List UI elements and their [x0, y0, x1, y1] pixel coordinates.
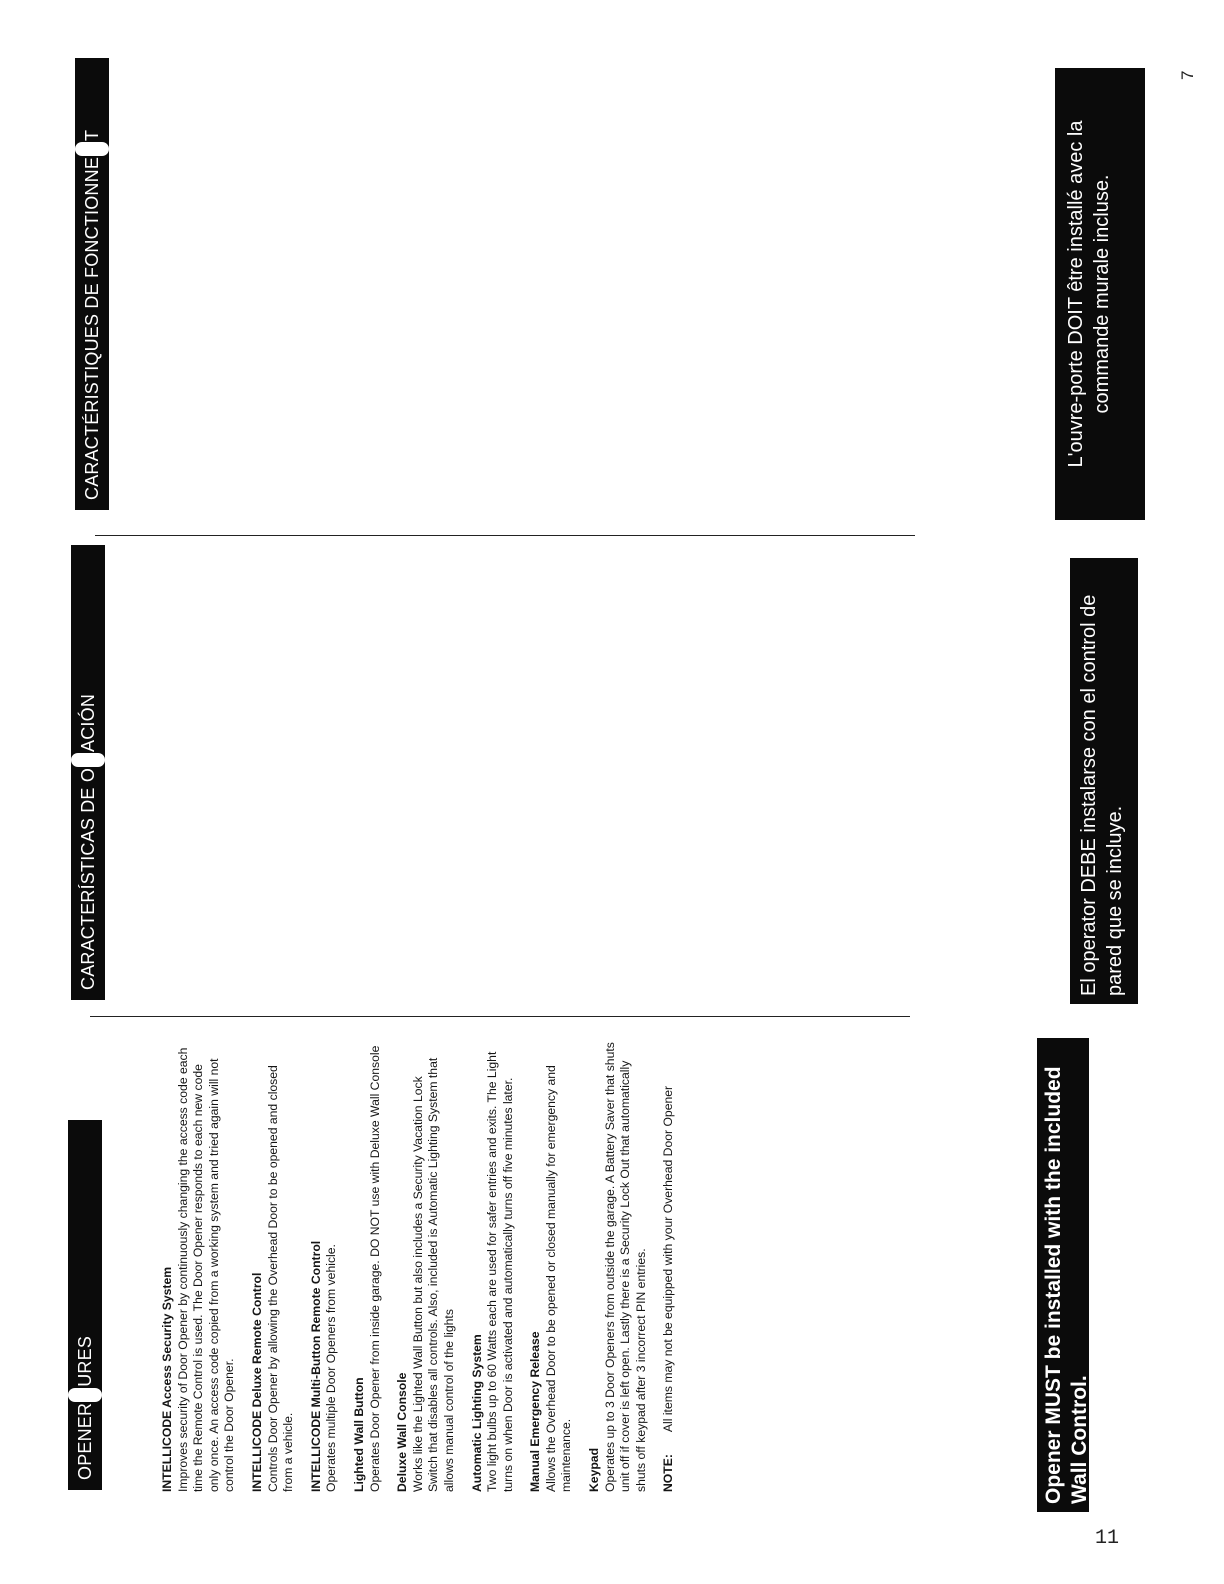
english-banner-title: OPENERURES	[75, 1326, 95, 1490]
spanish-callout	[1070, 558, 1138, 1004]
french-callout	[1055, 68, 1145, 520]
feature-title: INTELLICODE Multi-Button Remote Control	[308, 1240, 323, 1492]
feature-description: Improves security of Door Opener by continuously changing the access code each time the Remote Control is used. The Door Opener responds to each new code only once. An access code copied from a working system and tried again will not control the Door Opener.	[175, 1047, 237, 1492]
english-callout-text: Opener MUST be installed with the included Wall Control.	[1042, 1066, 1091, 1504]
feature-item	[587, 1040, 649, 1492]
spanish-banner-title: CARACTERÍSTICAS DE OACIÓN	[78, 684, 98, 1000]
feature-title: INTELLICODE Deluxe Remote Control	[249, 1272, 264, 1492]
feature-description: Operates up to 3 Door Openers from outside the garage. A Battery Saver that shuts unit off if cover is left open. Lastly there is a Security Lock Out that automatically shuts off keypad after 3 incorrect PIN entries.	[602, 1042, 648, 1492]
feature-title: Deluxe Wall Console	[395, 1372, 410, 1492]
page-number-top: 7	[1178, 70, 1197, 80]
note-label: NOTE:	[661, 1454, 676, 1492]
feature-title: Lighted Wall Button	[351, 1377, 366, 1492]
section-divider	[95, 535, 915, 536]
feature-item	[352, 1040, 383, 1492]
feature-title: Keypad	[587, 1447, 602, 1492]
binder-hole	[71, 753, 105, 767]
feature-item	[160, 1040, 238, 1492]
feature-item	[309, 1040, 340, 1492]
binder-hole	[75, 142, 109, 156]
feature-description: Operates Door Opener from inside garage. DO NOT use with Deluxe Wall Console	[367, 1045, 382, 1492]
note	[661, 1040, 677, 1492]
feature-title: Automatic Lighting System	[469, 1334, 484, 1492]
french-callout-text: L'ouvre-porte DOIT être installé avec la commande murale incluse.	[1065, 120, 1113, 468]
feature-description: Two light bulbs up to 60 Watts each are used for safer entries and exits. The Light turns on when Door is activated and automatically turns off five minutes later.	[485, 1051, 515, 1492]
page-number-bottom: 11	[1095, 1527, 1120, 1550]
note-text: All items may not be equipped with your Overhead Door Opener	[661, 1085, 676, 1433]
feature-description: Operates multiple Door Openers from vehicle.	[324, 1244, 339, 1492]
feature-item	[470, 1040, 517, 1492]
feature-description: Allows the Overhead Door to be opened or closed manually for emergency and maintenance.	[543, 1065, 574, 1492]
spanish-callout-text: El operator DEBE instalarse con el control de pared que se incluye.	[1078, 594, 1126, 996]
english-banner	[68, 1120, 102, 1490]
feature-item	[528, 1040, 575, 1492]
english-feature-list	[160, 1040, 900, 1492]
binder-hole	[68, 1388, 102, 1402]
english-callout	[1037, 1038, 1089, 1512]
feature-title: INTELLICODE Access Security System	[160, 1266, 174, 1492]
section-divider	[90, 1016, 910, 1017]
feature-item	[395, 1040, 457, 1492]
french-banner-title: CARACTÉRISTIQUES DE FONCTIONNET	[82, 120, 102, 510]
french-banner	[75, 58, 109, 510]
feature-item	[250, 1040, 297, 1492]
spanish-banner	[71, 545, 105, 1000]
feature-description: Controls Door Opener by allowing the Overhead Door to be opened and closed from a vehicle.	[265, 1065, 296, 1492]
feature-title: Manual Emergency Release	[528, 1331, 543, 1492]
feature-description: Works like the Lighted Wall Button but also includes a Security Vacation Lock Switch that disables all controls. Also, included is Automatic Lighting System that allows manual control of the lights	[410, 1057, 456, 1492]
